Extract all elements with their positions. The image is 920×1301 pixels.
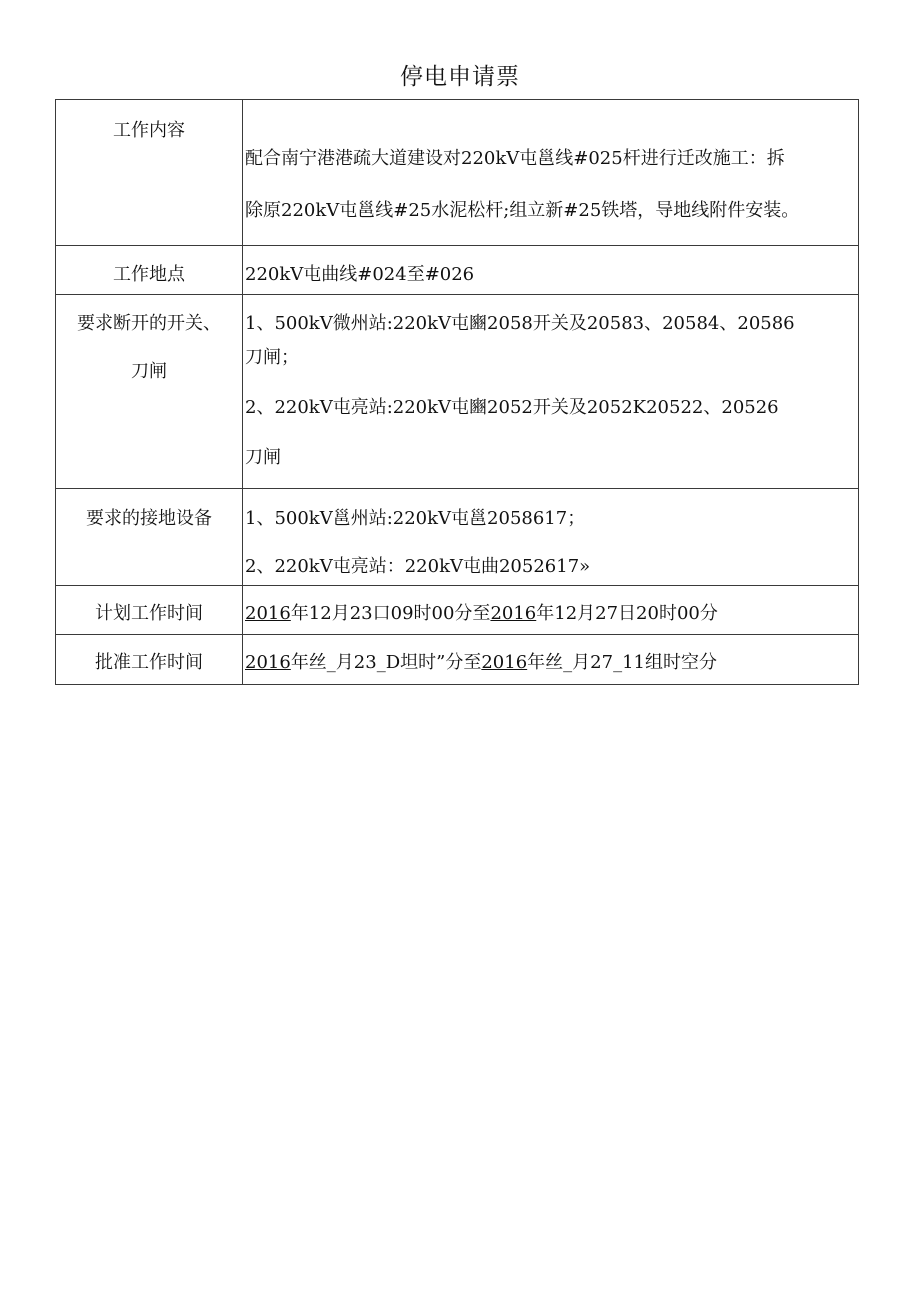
planned-time-value (245, 599, 858, 625)
planned-time-label: 计划工作时间 (95, 603, 203, 624)
planned-time-label-cell (56, 586, 243, 635)
work-location-value: 220kV屯曲线#024至#026 (245, 264, 475, 285)
grounding-label-cell (56, 489, 243, 586)
switches-line-3: 2、220kV屯亮站:220kV屯豳2052开关及2052K20522、20526 (245, 397, 779, 418)
switches-cell (243, 295, 859, 489)
approved-end-year: 2016 (481, 652, 528, 673)
work-location-label: 工作地点 (113, 264, 185, 285)
work-content-cell (243, 100, 859, 246)
approved-time-label: 批准工作时间 (95, 652, 203, 673)
approved-start-year: 2016 (245, 652, 291, 673)
approved-time-value (245, 648, 858, 674)
work-content-label-cell (56, 100, 243, 246)
table-row (56, 489, 859, 586)
outage-request-table (55, 99, 859, 685)
work-location-cell (243, 246, 859, 295)
grounding-cell (243, 489, 859, 586)
table-row (56, 295, 859, 489)
planned-end-year: 2016 (490, 603, 537, 624)
approved-end-rest: 年丝_月27_11组时空分 (527, 652, 717, 673)
planned-start-year: 2016 (245, 603, 291, 624)
work-content-label: 工作内容 (113, 120, 185, 141)
approved-time-label-cell (56, 635, 243, 685)
page-title: 停电申请票 (400, 64, 520, 90)
switches-label-line-2: 刀闸 (131, 361, 167, 382)
switches-line-4: 刀闸 (245, 447, 281, 468)
switches-label-cell (56, 295, 243, 489)
planned-start-rest: 年12月23口09时00分至 (290, 603, 491, 624)
switches-label-line-1: 要求断开的开关、 (77, 313, 221, 334)
table-row (56, 100, 859, 246)
switches-line-1: 1、500kV微州站:220kV屯豳2058开关及20583、20584、20586 (245, 313, 795, 334)
grounding-label: 要求的接地设备 (86, 508, 212, 529)
approved-start-rest: 年丝_月23_D坦时”分至 (290, 652, 482, 673)
work-location-label-cell (56, 246, 243, 295)
table-row (56, 246, 859, 295)
work-content-line-2: 除原220kV屯邕线#25水泥松杆;组立新#25铁塔，导地线附件安装。 (245, 200, 800, 221)
table-row (56, 635, 859, 685)
grounding-line-1: 1、500kV邕州站:220kV屯邕2058617； (245, 508, 586, 529)
switches-line-2: 刀闸； (245, 347, 299, 368)
work-content-line-1: 配合南宁港港疏大道建设对220kV屯邕线#025杆进行迁改施工：拆 (245, 148, 785, 169)
planned-end-rest: 年12月27日20时00分 (536, 603, 718, 624)
grounding-line-2: 2、220kV屯亮站：220kV屯曲2052617» (245, 556, 591, 577)
approved-time-cell (243, 635, 859, 685)
table-row (56, 586, 859, 635)
planned-time-cell (243, 586, 859, 635)
